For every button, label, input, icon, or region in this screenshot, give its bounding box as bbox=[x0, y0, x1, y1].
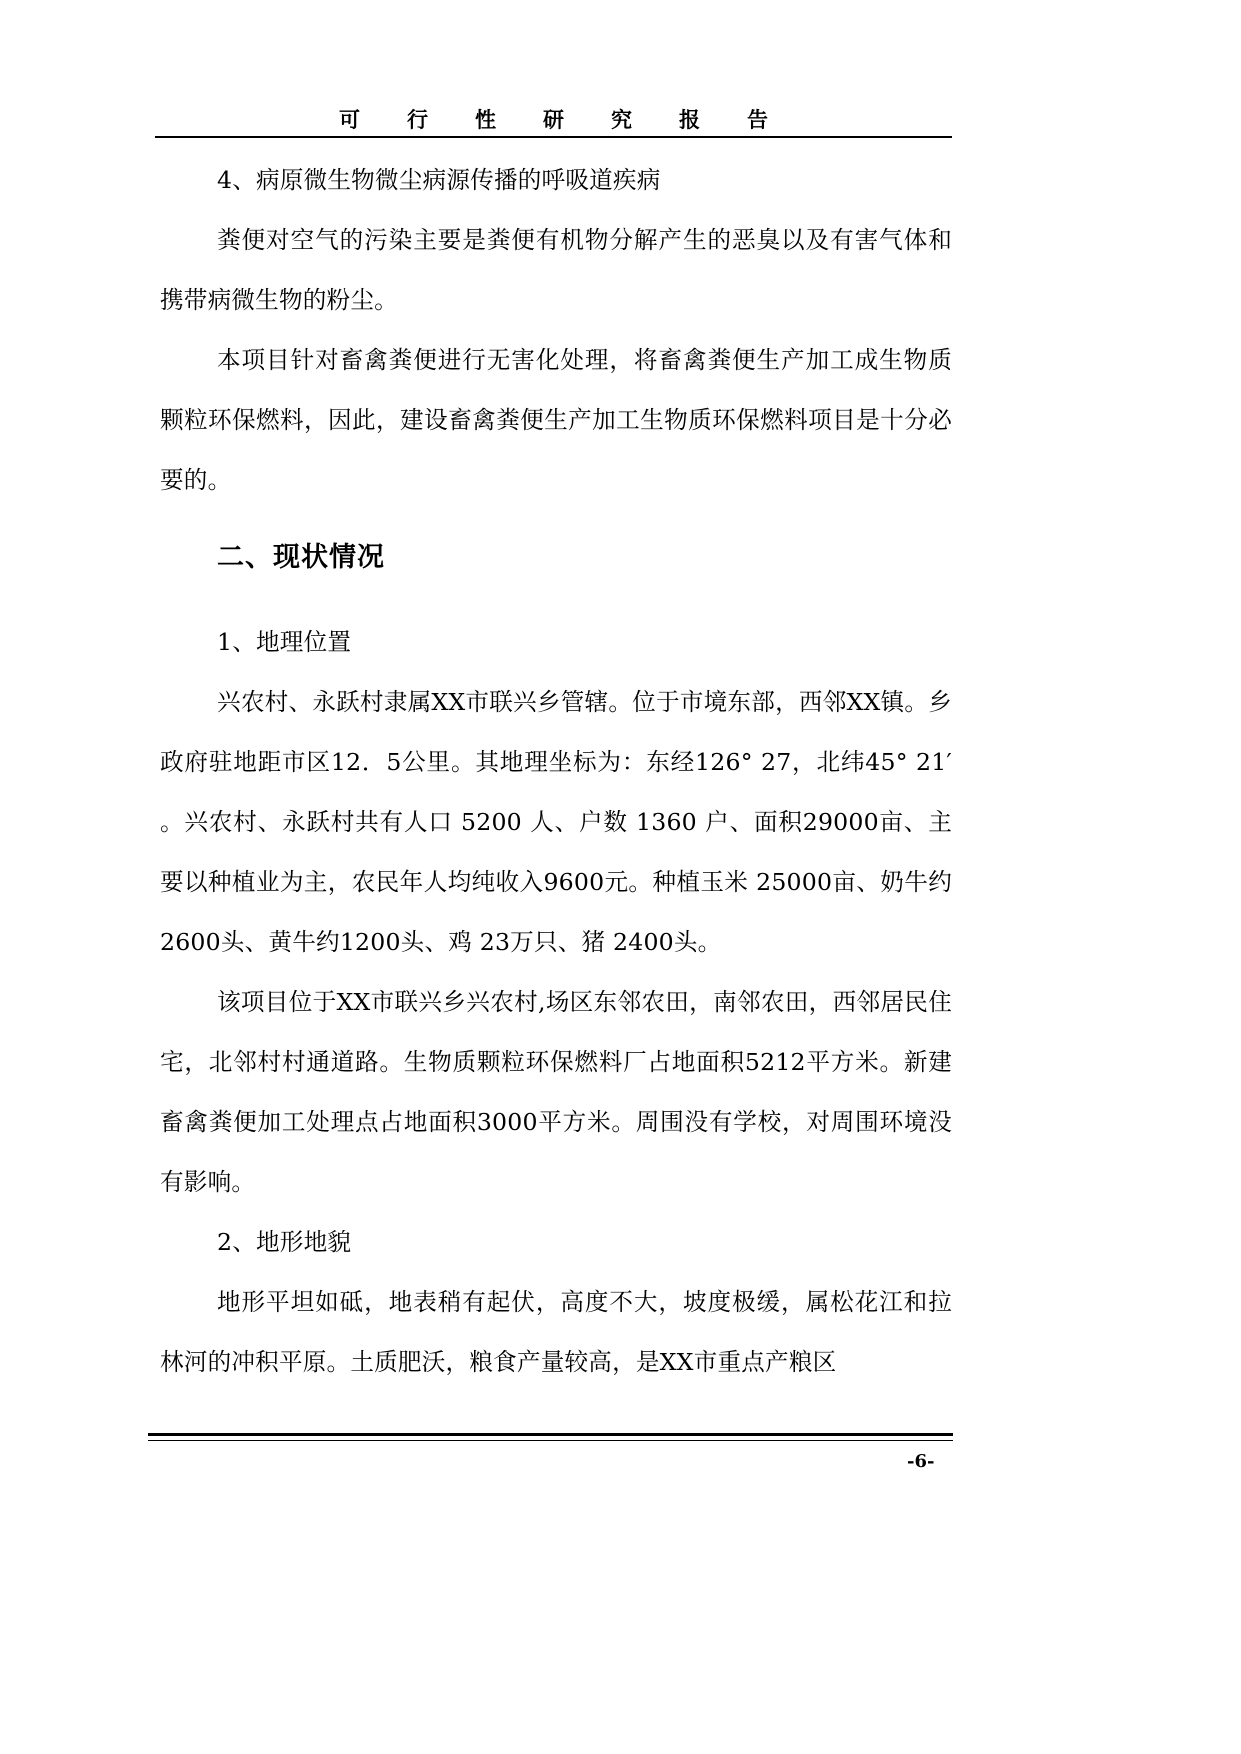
section-heading: 二、现状情况 bbox=[217, 542, 385, 573]
paragraph: 4、病原微生物微尘病源传播的呼吸道疾病 bbox=[217, 166, 661, 194]
page-header bbox=[155, 104, 952, 138]
footer-rule bbox=[148, 1440, 953, 1441]
header-title: 可行性研究报告 bbox=[339, 108, 815, 132]
subheading: 2、地形地貌 bbox=[217, 1228, 352, 1256]
paragraph: 本项目针对畜禽粪便进行无害化处理，将畜禽粪便生产加工成生物质颗粒环保燃料，因此，建设畜禽粪便生产加工生物质环保燃料项目是十分必要的。 bbox=[160, 346, 952, 494]
body-block-2 bbox=[160, 612, 952, 1392]
body-block-1 bbox=[160, 150, 952, 510]
paragraph: 粪便对空气的污染主要是粪便有机物分解产生的恶臭以及有害气体和携带病微生物的粉尘。 bbox=[160, 226, 952, 314]
paragraph: 地形平坦如砥，地表稍有起伏，高度不大，坡度极缓，属松花江和拉林河的冲积平原。土质肥沃，粮食产量较高，是XX市重点产粮区 bbox=[160, 1288, 952, 1376]
paragraph: 兴农村、永跃村隶属XX市联兴乡管辖。位于市境东部，西邻XX镇。乡政府驻地距市区12．5公里。其地理坐标为：东经126° 27，北纬45° 21′ 。兴农村、永跃村共有人口 5200 人、户数 1360 户、面积29000亩、主要以种植业为主，农民年人均纯收入9600元。种植玉米 25000亩、奶牛约2600头、黄牛约1200头、鸡 23万只、猪 2400头。 bbox=[160, 688, 952, 956]
page-number: -6- bbox=[907, 1451, 935, 1472]
subheading: 1、地理位置 bbox=[217, 628, 352, 656]
footer-rule bbox=[148, 1433, 953, 1436]
paragraph: 该项目位于XX市联兴乡兴农村,场区东邻农田，南邻农田，西邻居民住宅，北邻村村通道路。生物质颗粒环保燃料厂占地面积5212平方米。新建畜禽粪便加工处理点占地面积3000平方米。周围没有学校，对周围环境没有影响。 bbox=[160, 988, 952, 1196]
